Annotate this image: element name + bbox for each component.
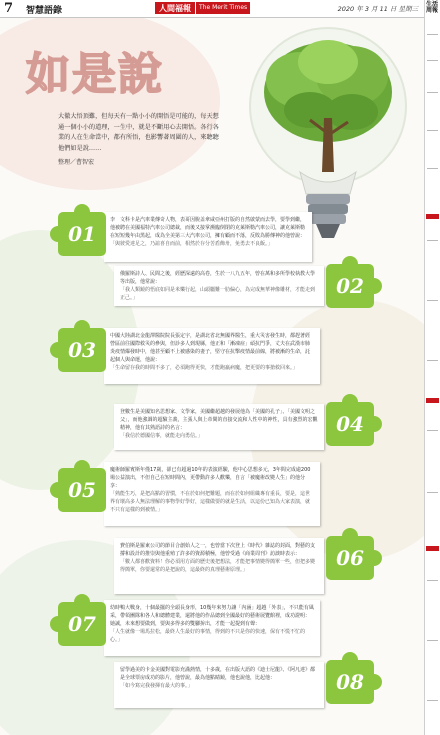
puzzle-number-badge <box>326 402 374 446</box>
puzzle-number-badge <box>58 212 106 256</box>
quote-card-4 <box>114 404 324 450</box>
page-title: 如是說 <box>26 49 164 100</box>
quote-card-text: 費伯斯是羅東公司的節目合創始人之一，也曾當下次登上《時代》雜誌的封面，對藝的支撐和設計的推崇與他重殖了許多的資源積極，他曾受過《商業周刊》訪談時表示： <box>120 543 316 557</box>
quote-card-text: 俄羅斯詩人、民間之後，經歷深遠的高卷，生於一八九五年，曾在萬和多所學校執教大學等出版，他常說： <box>120 271 316 285</box>
sidebar-rule <box>427 34 438 35</box>
quote-card-8 <box>114 662 324 708</box>
issue-date: 2020 年 3 月 11 日 星期三 <box>337 5 418 13</box>
quote-card-quote: 「如今寫完我發揮有最大的事。」 <box>120 683 193 689</box>
quote-card-text: 留學過美的卡金美國對電影充滿熱情，十多歲，在出版大語的《迪士尼龍》、《阿凡達》都是全球票房成功的影片，他曾說，最為他點睛鏡，他也說他，比起他： <box>120 667 316 681</box>
quote-card-quote: 「我信於德國信事，就能走向勇信。」 <box>120 433 203 439</box>
newspaper-logo: 人間福報 <box>155 2 195 14</box>
puzzle-number-badge <box>326 660 374 704</box>
quote-card-text: 登數生是美國知名思想家、文學家，美國繼超越的發展他為「美國的孔子」、「美國文明之父」，而他強調的超驗主義，主張人與上帝間的直接交流和人性中的神性，具有強烈的宏觀精神，他有其熟語詩的名言： <box>120 409 318 431</box>
sidebar-red-band <box>426 546 439 551</box>
item-number: 02 <box>336 274 364 298</box>
page-number: 7 <box>4 1 14 16</box>
section-name: 智慧語錄 <box>26 6 63 16</box>
sidebar-rule <box>427 130 438 131</box>
item-number: 08 <box>336 670 364 694</box>
item-number: 01 <box>68 222 96 246</box>
sidebar-rule <box>427 580 438 581</box>
quote-card-quote: 「與彼愛達足之，乃誼喜自而前，相然於存分苦盾飾卅，免勇去不良飯。」 <box>110 241 273 247</box>
quote-card-6 <box>114 538 324 594</box>
sidebar-title: 生活周報 <box>426 1 439 14</box>
sidebar-rule <box>427 60 438 61</box>
sidebar-rule <box>427 92 438 93</box>
quote-card-3 <box>104 328 320 384</box>
sidebar-rule <box>427 168 438 169</box>
quote-card-text: 魔術師羅賓斯年僅17歲，卻已有超過10年的表演經驗，他中心思想多元，3年間完成逾200場公益演出，不但自己在短時間內，更帶動許多人歡樂，自言「被魔術改變人生」的他分享： <box>110 467 311 489</box>
puzzle-number-badge <box>58 468 106 512</box>
sidebar-rule <box>427 700 438 701</box>
sidebar-column <box>425 0 440 735</box>
masthead-bar <box>0 0 424 18</box>
quote-card-1 <box>104 212 312 262</box>
quote-card-text: 中國大陸湖北金龍澤醫院院長張定宇，是湖北省北無國界醫生，重大災害發生時，都趕著經營區前往國際救災的參與，但診多人到現縣，他正和「漸凍症」頑抗門爭，丈夫在武漢市肺炎疫情爆發時中，他甚至顧不上被感染的妻子，堅守在抗擊疫情最前線，將被漸的生命，託起個人與命運，他說： <box>110 333 311 363</box>
quote-card-text: 幼時鴨大戰身，十個最擺的全頭長身形，10幾年來努力讓「內涵」超越「外表」，不只能有風采，帶領團隊和各人和總體建業，還將他的作品總到全國最好的藝術展覽館裡，成功證明：她誠，未來想要做到，要與多得多的雙腳拚出，才能一起提到有聲： <box>110 605 314 627</box>
item-number: 06 <box>336 546 364 570</box>
quote-card-quote: 「生命留存我的時間不多了，必須跑得更快，才能跑羸病魔，把更要的事搶救回來。」 <box>110 365 298 371</box>
quote-card-quote: 「數人都喜歡資料！你必須用方面的歷史後把想法，才能把事情變得簡單一些，但把多變得簡單，你要還常的是把說的，這最終的真理藝術原理。」 <box>120 559 316 573</box>
sidebar-red-band <box>426 214 439 219</box>
item-number: 03 <box>68 338 96 362</box>
intro-text: 大徹大悟頂難，但每天有一點小小的開悟是可能的，每天想通一個小小的道理，一生中，就是不斷用心去開悟。各行各業的人在生命當中，都有所悟，也影響著周圍的人，來聽聽他們如是說…… <box>58 113 219 152</box>
sidebar-rule <box>427 240 438 241</box>
puzzle-number-badge <box>58 328 106 372</box>
puzzle-number-badge <box>326 536 374 580</box>
sidebar-rule <box>427 300 438 301</box>
author-credit: 整理／曹智宏 <box>58 159 95 166</box>
item-number: 05 <box>68 478 96 502</box>
quote-card-5 <box>104 462 320 526</box>
quote-card-quote: 「熟能生巧，是把高點的習慣，不在於如何把難題，而在於如何組織專有重長，要是，這世界有壞高多人無法理解的事物學好學好，這樣做要的就是生活，以這份已知為大家表演，就不只有這樣的到被情。」 <box>110 491 311 513</box>
quote-card-text: 李 文科卡是汽車業傳奇人物，表哥因脫盖傘咸亞州打版的自然啟蒙而去學，要學到繼，他被聘在美國福特汽車公司總裁，而後又接掌瀕臨倒閉的克萊斯勒汽車公司，讓克萊斯勒在短短幾年由黑起，成為全美第三大汽車公司，擁有顧而不落，反敗為勝傳神的他曾說： <box>110 217 306 239</box>
quote-card-quote: 「我人類鏡的悟底如同是米樂行起，山頭屬難一肋偏心，為完成無華神像雕材，才能走到正己。」 <box>120 287 316 301</box>
sidebar-rule <box>427 430 438 431</box>
item-number: 04 <box>336 412 364 436</box>
quote-card-7 <box>104 600 320 656</box>
sidebar-rule <box>427 360 438 361</box>
sidebar-rule <box>427 640 438 641</box>
sidebar-red-band <box>426 398 439 403</box>
item-number: 07 <box>68 612 96 636</box>
quote-card-quote: 「人生就像一場馬拉松，最終人生最好的事情，得到的不只是你的快速，保有不慌不忙的心。」 <box>110 629 306 643</box>
quote-card-2 <box>114 266 324 306</box>
puzzle-number-badge <box>58 602 106 646</box>
puzzle-number-badge <box>326 264 374 308</box>
sidebar-rule <box>427 492 438 493</box>
newspaper-logo-en: The Merit Times <box>196 2 250 14</box>
